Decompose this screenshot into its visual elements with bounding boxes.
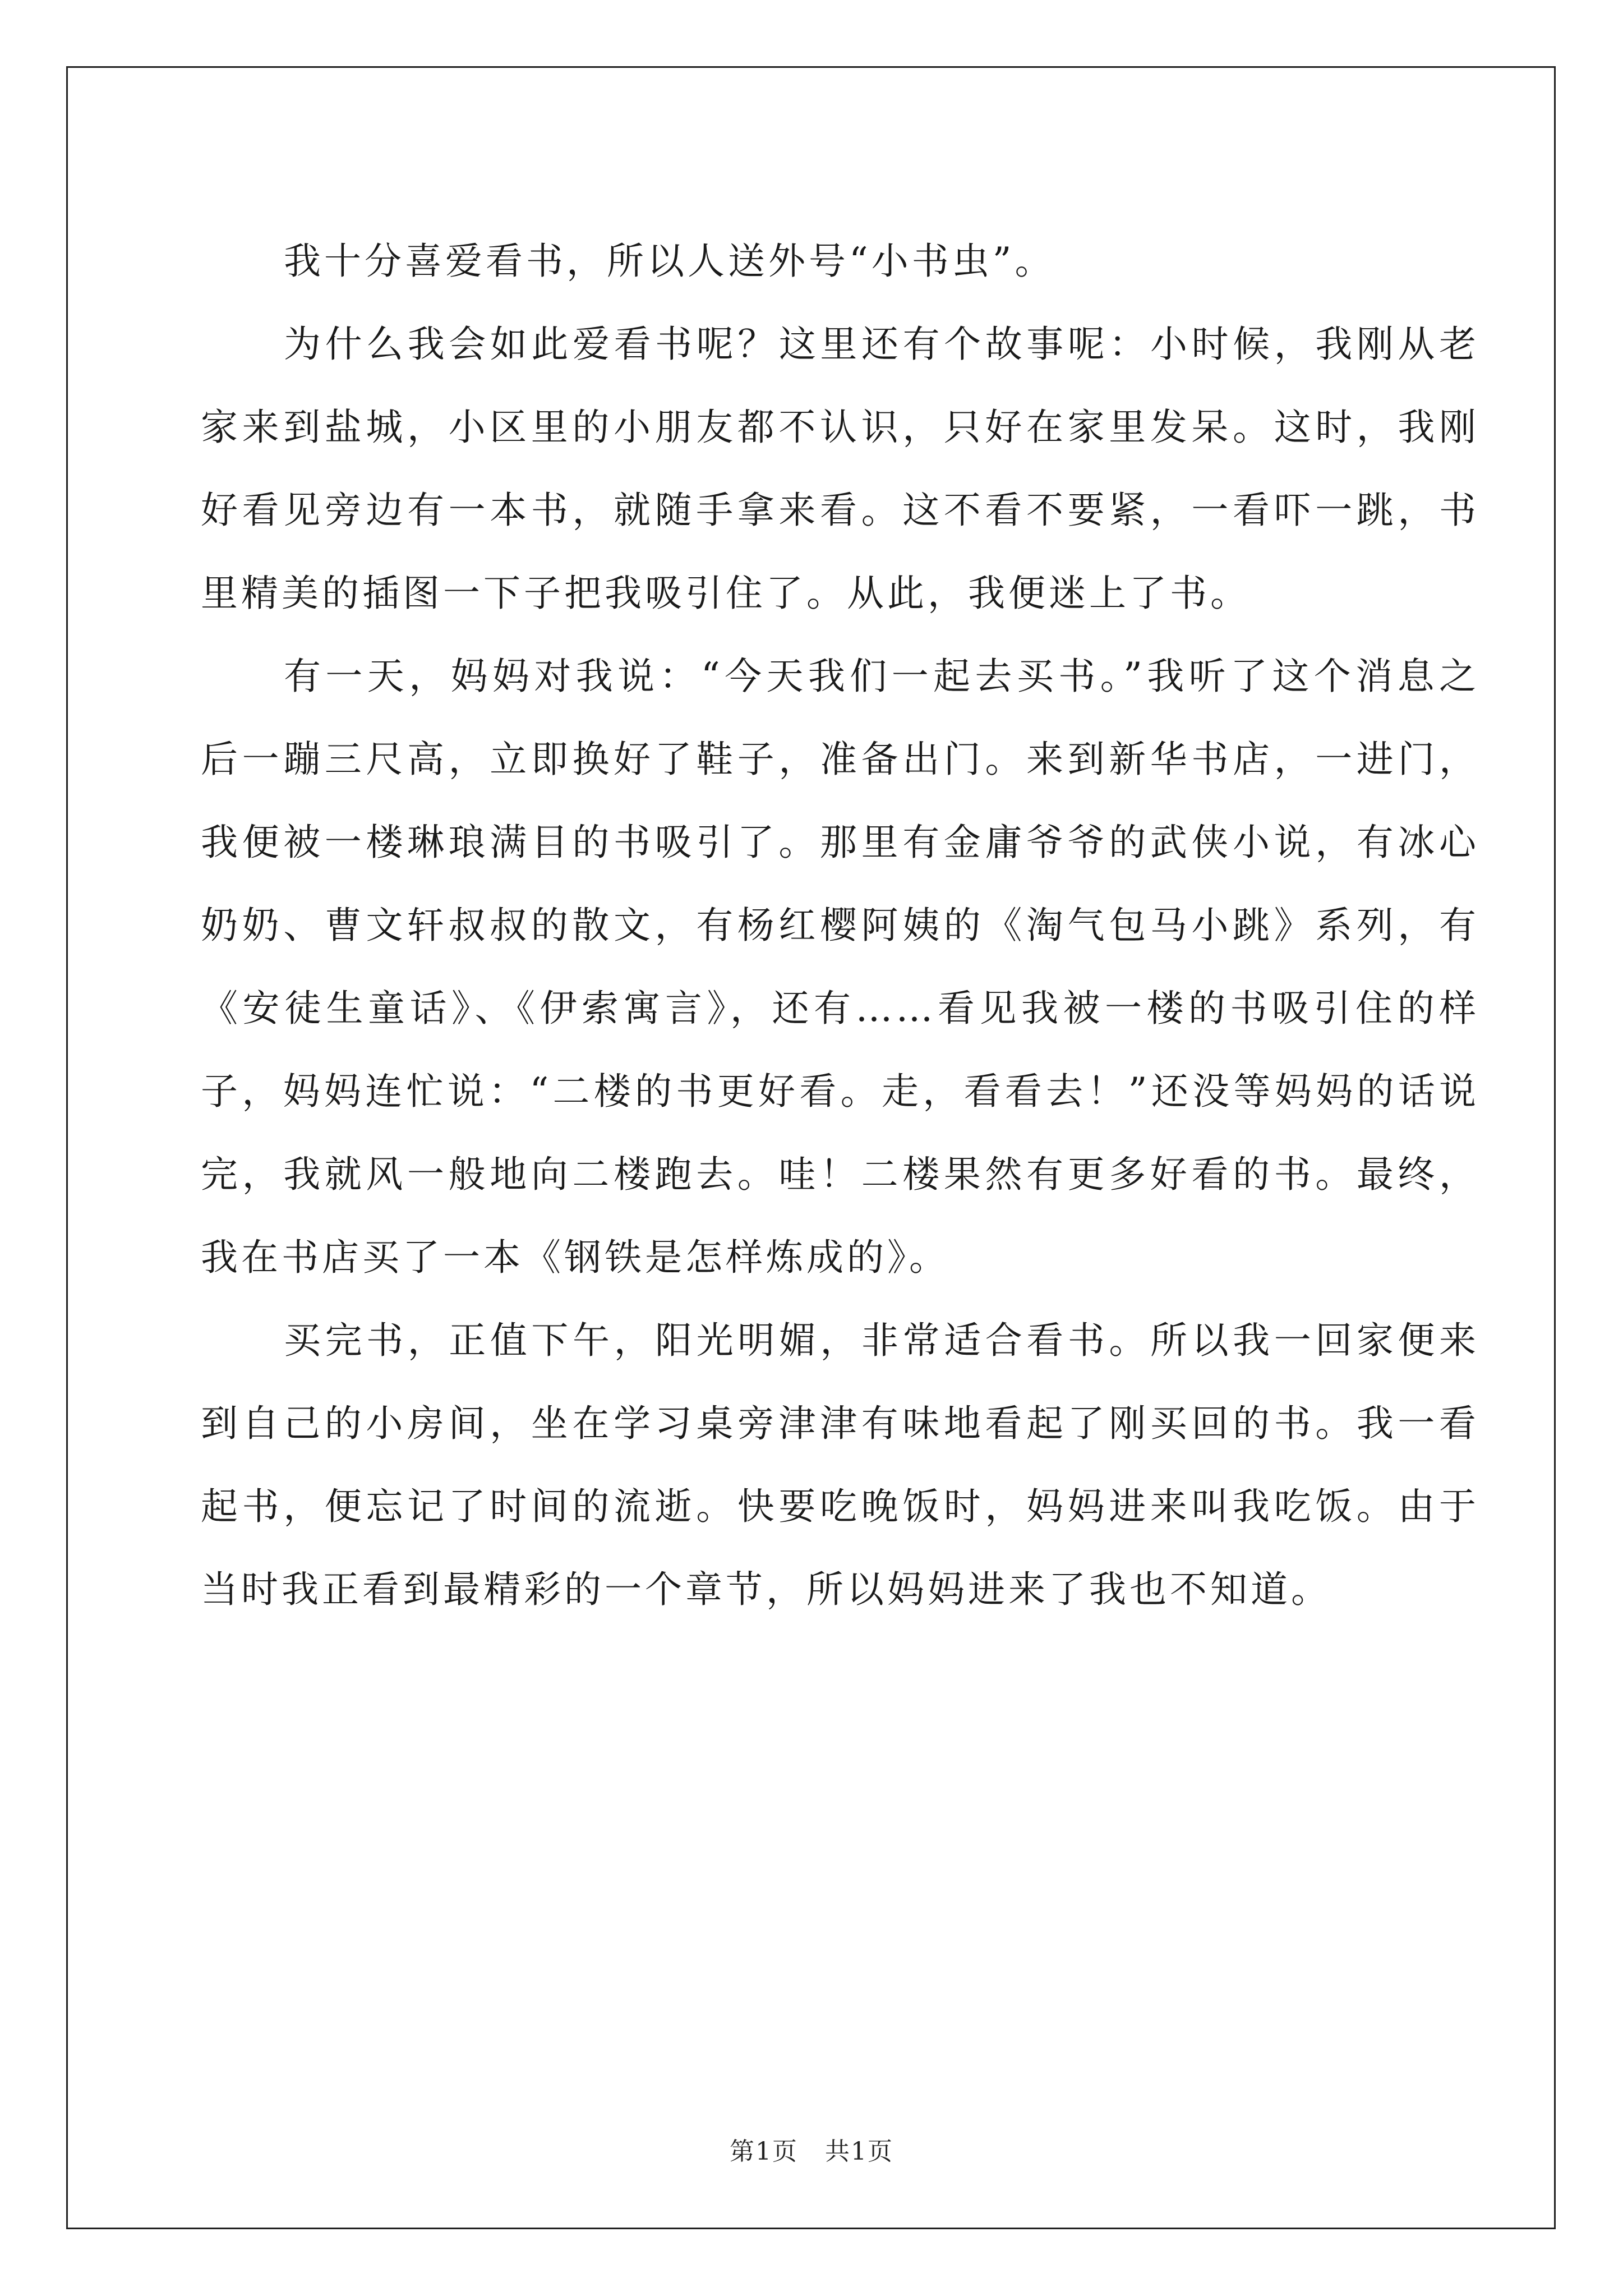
paragraph: 我十分喜爱看书，所以人送外号“小书虫”。 xyxy=(284,240,1055,283)
paragraph: 买完书，正值下午，阳光明媚，非常适合看书。所以我一回家便来到自己的小房间，坐在学习桌旁津津有味地看起了刚买回的书。我一看起书，便忘记了时间的流逝。快要吃晚饭时，妈妈进来叫我吃饭。由于当时我正看到最精彩的一个章节，所以妈妈进来了我也不知道。 xyxy=(201,1319,1479,1611)
page-total: 共1页 xyxy=(825,2137,893,2166)
page-number: 第1页 xyxy=(730,2137,798,2166)
paragraph: 为什么我会如此爱看书呢？这里还有个故事呢：小时候，我刚从老家来到盐城，小区里的小朋友都不认识，只好在家里发呆。这时，我刚好看见旁边有一本书，就随手拿来看。这不看不要紧，一看吓一跳，书里精美的插图一下子把我吸引住了。从此，我便迷上了书。 xyxy=(201,323,1479,615)
paragraph: 有一天，妈妈对我说：“今天我们一起去买书。”我听了这个消息之后一蹦三尺高，立即换好了鞋子，准备出门。来到新华书店，一进门，我便被一楼琳琅满目的书吸引了。那里有金庸爷爷的武侠小说，有冰心奶奶、曹文轩叔叔的散文，有杨红樱阿姨的《淘气包马小跳》系列，有《安徒生童话》、《伊索寓言》，还有……看见我被一楼的书吸引住的样子，妈妈连忙说：“二楼的书更好看。走，看看去！”还没等妈妈的话说完，我就风一般地向二楼跑去。哇！二楼果然有更多好看的书。最终，我在书店买了一本《钢铁是怎样炼成的》。 xyxy=(201,655,1479,1279)
document-body xyxy=(201,220,1479,1631)
page-footer xyxy=(0,2135,1623,2169)
